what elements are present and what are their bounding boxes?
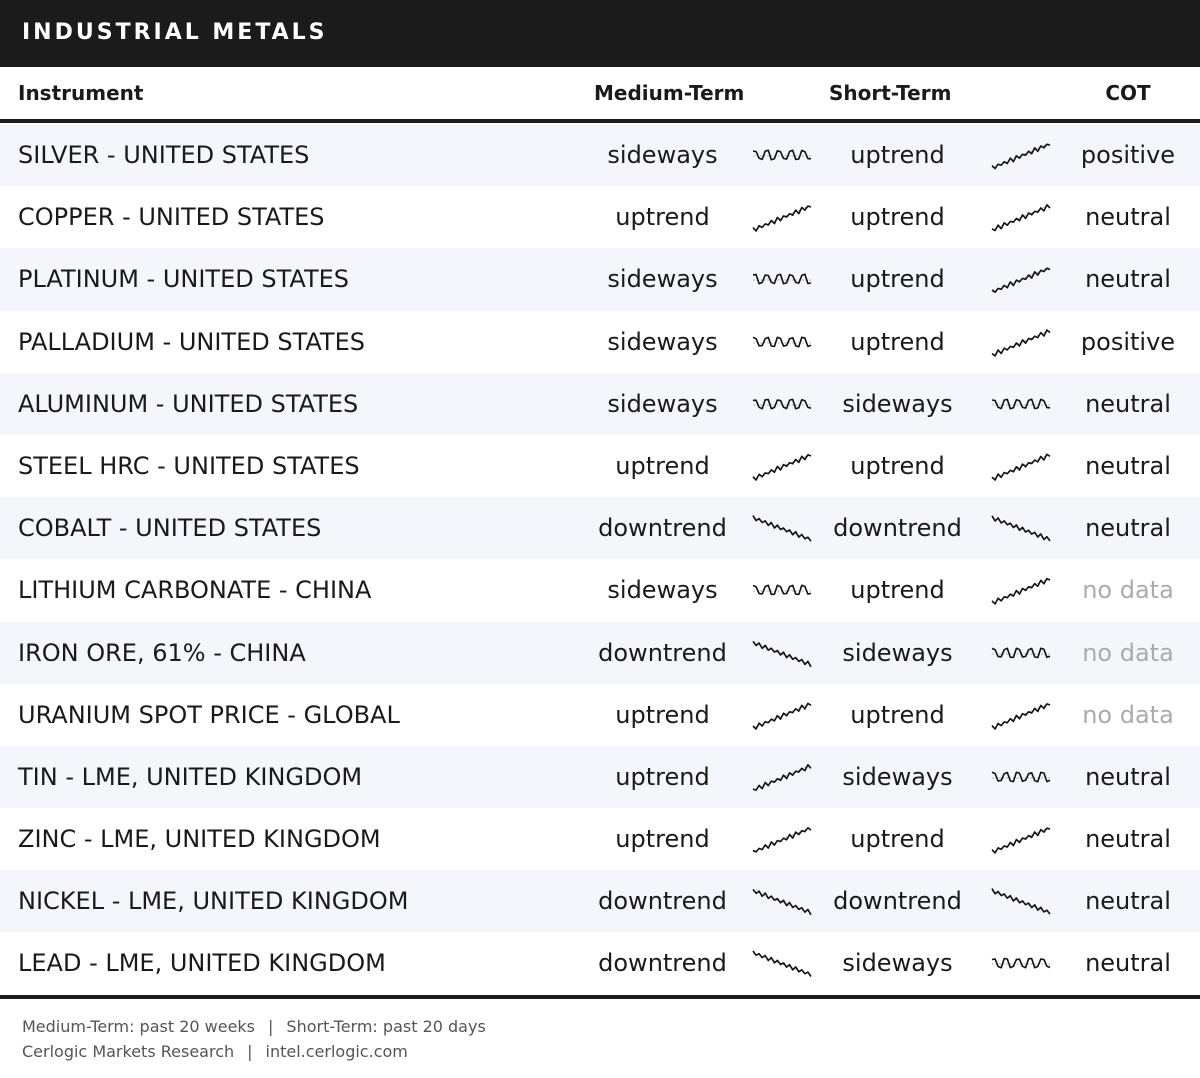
table-row (0, 186, 1200, 248)
footer-medium-term-period: Medium-Term: past 20 weeks (22, 1017, 256, 1036)
medium-term-trend: uptrend (615, 700, 710, 729)
medium-term-sparkline (751, 822, 813, 856)
instrument-name: COPPER - UNITED STATES (18, 203, 325, 232)
instrument-name: URANIUM SPOT PRICE - GLOBAL (18, 700, 400, 729)
sparkline-line (992, 648, 1050, 657)
sparkline-line (753, 703, 811, 729)
footer-site-link[interactable]: intel.cerlogic.com (265, 1042, 408, 1061)
medium-term-trend: downtrend (598, 638, 727, 667)
cot-status: neutral (1085, 949, 1171, 978)
short-term-trend: uptrend (850, 825, 945, 854)
table-row (0, 746, 1200, 808)
cot-status: positive (1080, 327, 1176, 356)
instrument-name: TIN - LME, UNITED KINGDOM (18, 762, 363, 791)
short-term-sparkline (990, 822, 1052, 856)
sparkline-line (992, 579, 1050, 604)
medium-term-trend: downtrend (598, 949, 727, 978)
sparkline-line (992, 399, 1050, 408)
cot-status: neutral (1085, 265, 1171, 294)
sparkline-line (753, 455, 811, 480)
page-title: INDUSTRIAL METALS (22, 20, 328, 45)
sparkline-line (992, 516, 1050, 541)
instrument-name: SILVER - UNITED STATES (18, 141, 310, 169)
short-term-trend: uptrend (850, 203, 945, 232)
sparkline-line (992, 828, 1050, 853)
sparkline-line (753, 206, 811, 231)
column-header-short-term: Short-Term (829, 81, 952, 105)
footer-periods (22, 1017, 486, 1036)
sparkline-line (753, 516, 811, 542)
medium-term-sparkline (751, 138, 813, 172)
sparkline-line (992, 889, 1050, 915)
medium-term-trend: sideways (607, 141, 718, 169)
cot-status: neutral (1085, 389, 1171, 418)
medium-term-trend: uptrend (615, 762, 710, 791)
medium-term-trend: downtrend (598, 514, 727, 543)
short-term-sparkline (990, 760, 1052, 794)
instrument-name: PALLADIUM - UNITED STATES (18, 327, 365, 356)
table-body (0, 124, 1200, 995)
sparkline-line (753, 828, 811, 852)
medium-term-trend: uptrend (615, 825, 710, 854)
medium-term-trend: sideways (607, 389, 718, 418)
short-term-trend: uptrend (850, 451, 945, 480)
instrument-name: IRON ORE, 61% - CHINA (18, 638, 306, 667)
sparkline-line (753, 150, 811, 159)
medium-term-sparkline (751, 200, 813, 234)
table-row (0, 311, 1200, 373)
medium-term-trend: uptrend (615, 203, 710, 232)
sparkline-line (992, 454, 1050, 480)
footer-source (22, 1042, 408, 1061)
cot-status: neutral (1085, 203, 1171, 232)
sparkline-line (992, 144, 1050, 168)
short-term-sparkline (990, 262, 1052, 296)
short-term-trend: downtrend (833, 887, 962, 916)
short-term-sparkline (990, 449, 1052, 483)
instrument-name: COBALT - UNITED STATES (18, 514, 322, 543)
medium-term-sparkline (751, 325, 813, 359)
cot-status: positive (1080, 141, 1176, 169)
table-row (0, 684, 1200, 746)
short-term-sparkline (990, 884, 1052, 918)
footer-divider (0, 995, 1200, 999)
medium-term-trend: downtrend (598, 887, 727, 916)
cot-status: no data (1082, 638, 1174, 667)
instrument-name: ALUMINUM - UNITED STATES (18, 389, 359, 418)
medium-term-sparkline (751, 884, 813, 918)
column-header-instrument: Instrument (18, 81, 144, 105)
short-term-trend: uptrend (850, 141, 945, 169)
medium-term-trend: uptrend (615, 451, 710, 480)
short-term-trend: sideways (842, 389, 953, 418)
instrument-name: STEEL HRC - UNITED STATES (18, 451, 360, 480)
title-bar (0, 0, 1200, 67)
short-term-trend: uptrend (850, 265, 945, 294)
cot-status: neutral (1085, 451, 1171, 480)
instrument-name: ZINC - LME, UNITED KINGDOM (18, 825, 381, 854)
table-row (0, 373, 1200, 435)
cot-status: no data (1082, 700, 1174, 729)
medium-term-sparkline (751, 760, 813, 794)
column-header-cot: COT (1105, 81, 1151, 105)
table-row (0, 870, 1200, 932)
cot-status: neutral (1085, 887, 1171, 916)
footer-short-term-period: Short-Term: past 20 days (286, 1017, 486, 1036)
cot-status: no data (1082, 576, 1174, 605)
short-term-sparkline (990, 387, 1052, 421)
medium-term-sparkline (751, 511, 813, 545)
instrument-name: LEAD - LME, UNITED KINGDOM (18, 949, 386, 978)
sparkline-line (992, 959, 1050, 968)
instrument-name: LITHIUM CARBONATE - CHINA (18, 576, 372, 605)
sparkline-line (753, 890, 811, 916)
short-term-trend: downtrend (833, 514, 962, 543)
sparkline-line (753, 951, 811, 977)
short-term-sparkline (990, 636, 1052, 670)
table-row (0, 622, 1200, 684)
footer-separator: | (247, 1042, 253, 1061)
header-divider (0, 119, 1200, 123)
sparkline-line (753, 641, 811, 667)
table-row (0, 497, 1200, 559)
sparkline-line (753, 399, 811, 408)
short-term-sparkline (990, 946, 1052, 980)
table-row (0, 124, 1200, 186)
short-term-sparkline (990, 573, 1052, 607)
medium-term-trend: sideways (607, 265, 718, 294)
sparkline-line (992, 330, 1050, 356)
medium-term-trend: sideways (607, 327, 718, 356)
cot-status: neutral (1085, 825, 1171, 854)
medium-term-sparkline (751, 573, 813, 607)
table-row (0, 559, 1200, 621)
sparkline-line (992, 269, 1050, 293)
short-term-trend: uptrend (850, 327, 945, 356)
short-term-sparkline (990, 511, 1052, 545)
table-row (0, 248, 1200, 310)
short-term-trend: sideways (842, 638, 953, 667)
medium-term-trend: sideways (607, 576, 718, 605)
short-term-trend: uptrend (850, 576, 945, 605)
short-term-trend: sideways (842, 949, 953, 978)
table-row (0, 808, 1200, 870)
sparkline-line (753, 275, 811, 284)
medium-term-sparkline (751, 946, 813, 980)
short-term-trend: uptrend (850, 700, 945, 729)
instrument-name: PLATINUM - UNITED STATES (18, 265, 350, 294)
instrument-name: NICKEL - LME, UNITED KINGDOM (18, 887, 409, 916)
cot-status: neutral (1085, 762, 1171, 791)
medium-term-sparkline (751, 636, 813, 670)
short-term-sparkline (990, 138, 1052, 172)
sparkline-line (753, 337, 811, 346)
short-term-sparkline (990, 325, 1052, 359)
medium-term-sparkline (751, 698, 813, 732)
table-row (0, 435, 1200, 497)
table-row (0, 932, 1200, 994)
sparkline-line (992, 704, 1050, 729)
column-header-medium-term: Medium-Term (594, 81, 745, 105)
sparkline-line (753, 586, 811, 595)
sparkline-line (992, 205, 1050, 231)
table-header (0, 67, 1200, 120)
short-term-sparkline (990, 200, 1052, 234)
short-term-trend: sideways (842, 762, 953, 791)
short-term-sparkline (990, 698, 1052, 732)
sparkline-line (753, 765, 811, 790)
cot-status: neutral (1085, 514, 1171, 543)
sparkline-line (992, 772, 1050, 781)
medium-term-sparkline (751, 262, 813, 296)
medium-term-sparkline (751, 449, 813, 483)
medium-term-sparkline (751, 387, 813, 421)
footer-source-name: Cerlogic Markets Research (22, 1042, 235, 1061)
footer-separator: | (268, 1017, 274, 1036)
